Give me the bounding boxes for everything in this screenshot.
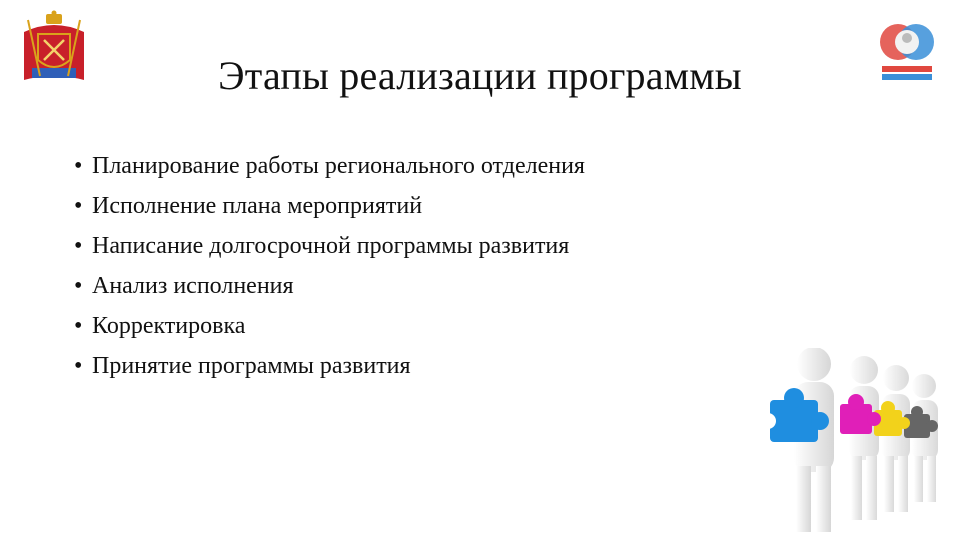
bullet-marker: • xyxy=(74,353,83,379)
bullet-marker: • xyxy=(74,273,83,299)
bullet-marker: • xyxy=(74,313,83,339)
list-item xyxy=(74,306,585,346)
bullet-text: Принятие программы развития xyxy=(92,353,411,379)
bullet-text: Написание долгосрочной программы развития xyxy=(92,233,570,259)
list-item xyxy=(74,186,585,226)
bullet-text: Корректировка xyxy=(92,313,246,339)
bullet-marker: • xyxy=(74,153,83,179)
bullet-text: Анализ исполнения xyxy=(92,273,294,299)
bullet-list xyxy=(74,146,585,386)
slide-title: Этапы реализации программы xyxy=(218,53,742,98)
bullet-text: Исполнение плана мероприятий xyxy=(92,193,423,219)
puzzle-people-illustration xyxy=(752,348,952,536)
list-item xyxy=(74,146,585,186)
bullet-marker: • xyxy=(74,193,83,219)
bullet-text: Планирование работы регионального отделения xyxy=(92,153,585,179)
list-item xyxy=(74,226,585,266)
list-item xyxy=(74,346,585,386)
bullet-marker: • xyxy=(74,233,83,259)
list-item xyxy=(74,266,585,306)
